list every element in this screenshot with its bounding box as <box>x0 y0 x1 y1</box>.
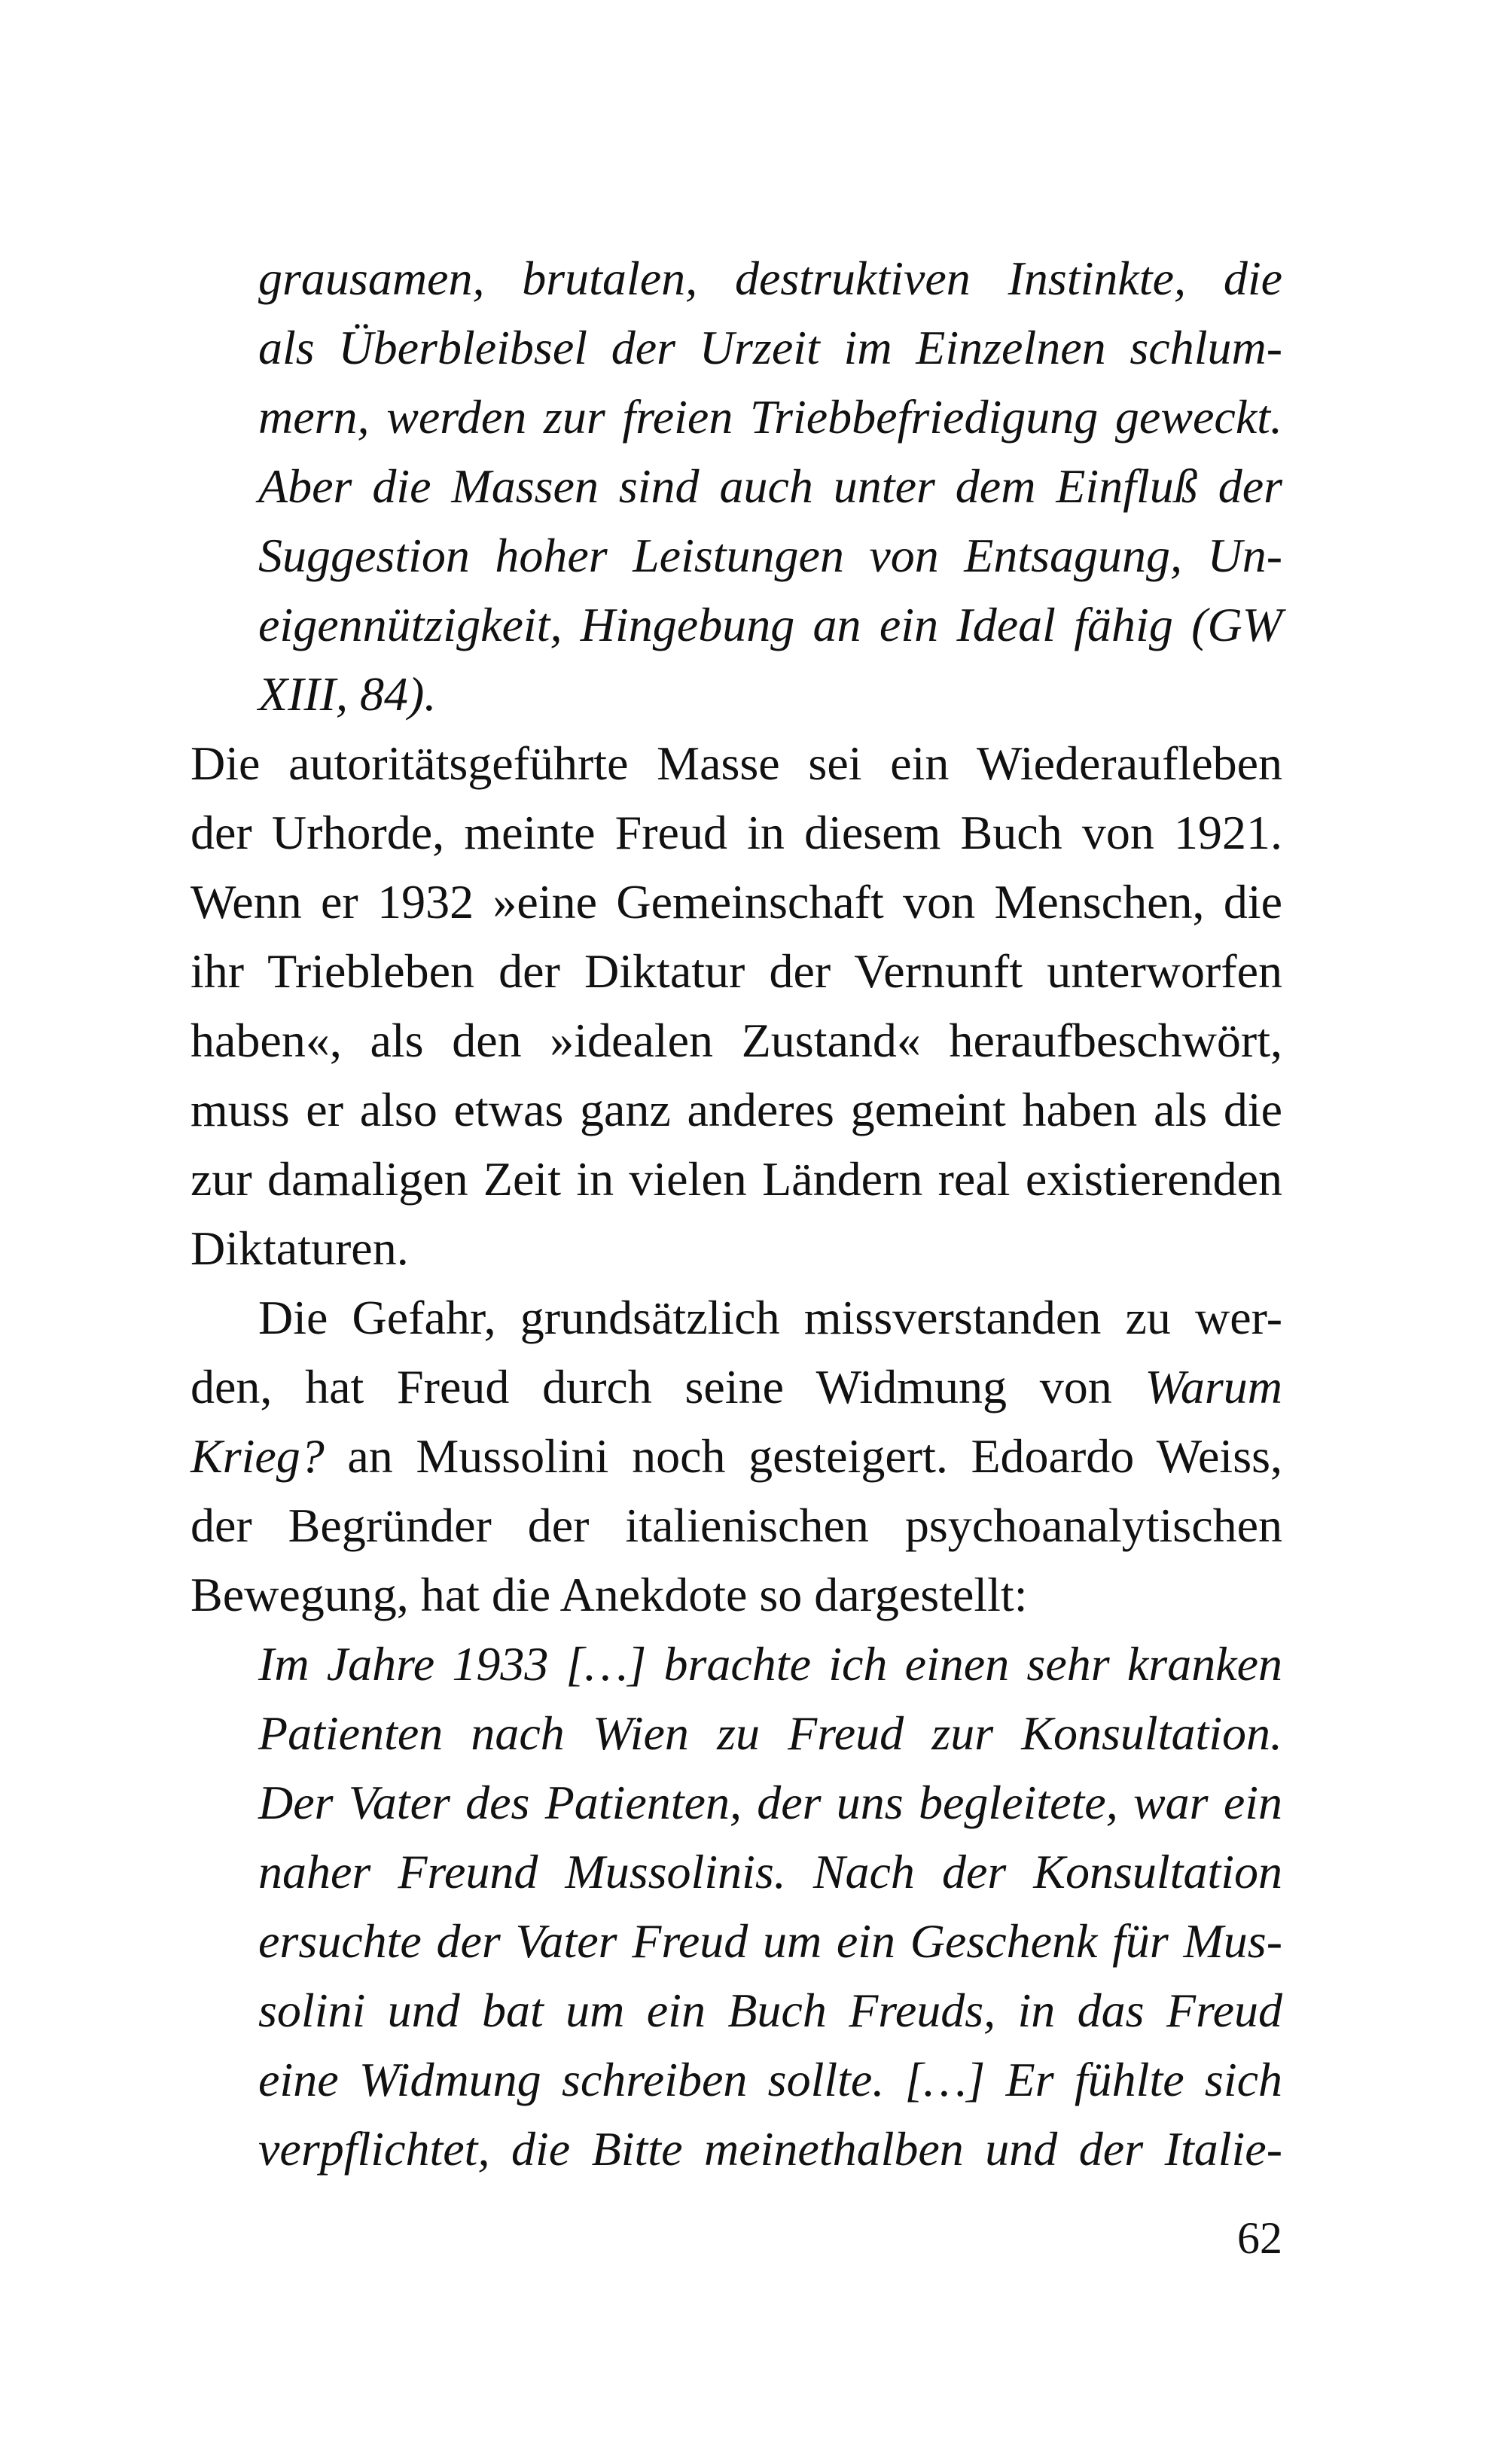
body-text: an Mussolini noch gesteigert. Edoardo Weiss, <box>347 1429 1283 1483</box>
quote-line: eigennützigkeit, Hingebung an ein Ideal fähig (GW <box>258 598 1282 651</box>
quote-line: Im Jahre 1933 […] brachte ich einen sehr kranken <box>258 1637 1282 1691</box>
quote-line: ersuchte der Vater Freud um ein Geschenk für Mus- <box>258 1914 1282 1968</box>
book-title: Krieg? <box>191 1429 325 1483</box>
body-line: Diktaturen. <box>191 1221 409 1275</box>
quote-line: XIII, 84). <box>258 667 437 721</box>
quote-line: Der Vater des Patienten, der uns begleitete, war ein <box>258 1776 1282 1829</box>
body-line: Wenn er 1932 »eine Gemeinschaft von Menschen, die <box>191 875 1282 929</box>
quote-line: Patienten nach Wien zu Freud zur Konsultation. <box>258 1706 1282 1760</box>
body-text: den, hat Freud durch seine Widmung von <box>191 1360 1112 1413</box>
quote-line: naher Freund Mussolinis. Nach der Konsultation <box>258 1845 1282 1898</box>
quote-line: als Überbleibsel der Urzeit im Einzelnen schlum- <box>258 321 1282 374</box>
body-line: muss er also etwas ganz anderes gemeint haben als die <box>191 1083 1282 1136</box>
page-number: 62 <box>1237 2213 1282 2263</box>
body-line: Die autoritätsgeführte Masse sei ein Wiederaufleben <box>191 736 1282 790</box>
body-line <box>0 1422 1282 1491</box>
quote-line: Aber die Massen sind auch unter dem Einfluß der <box>258 459 1282 513</box>
body-line <box>0 1352 1282 1422</box>
body-line: der Urhorde, meinte Freud in diesem Buch von 1921. <box>191 806 1282 859</box>
body-line: der Begründer der italienischen psychoanalytischen <box>191 1499 1282 1552</box>
quote-line: verpflichtet, die Bitte meinethalben und der Italie- <box>258 2122 1282 2176</box>
body-line: haben«, als den »idealen Zustand« heraufbeschwört, <box>191 1014 1282 1067</box>
body-line: Die Gefahr, grundsätzlich missverstanden zu wer- <box>258 1291 1282 1344</box>
quote-line: eine Widmung schreiben sollte. […] Er fühlte sich <box>258 2053 1282 2106</box>
book-title: Warum <box>1145 1360 1283 1413</box>
quote-line: Suggestion hoher Leistungen von Entsagung, Un- <box>258 529 1282 582</box>
body-line: ihr Triebleben der Diktatur der Vernunft unterworfen <box>191 944 1282 998</box>
body-line: zur damaligen Zeit in vielen Ländern real existierenden <box>191 1152 1282 1206</box>
quote-line: grausamen, brutalen, destruktiven Instinkte, die <box>258 252 1282 305</box>
body-line: Bewegung, hat die Anekdote so dargestellt: <box>191 1568 1028 1621</box>
quote-line: mern, werden zur freien Triebbefriedigung geweckt. <box>258 390 1282 444</box>
quote-line: solini und bat um ein Buch Freuds, in das Freud <box>258 1984 1282 2037</box>
